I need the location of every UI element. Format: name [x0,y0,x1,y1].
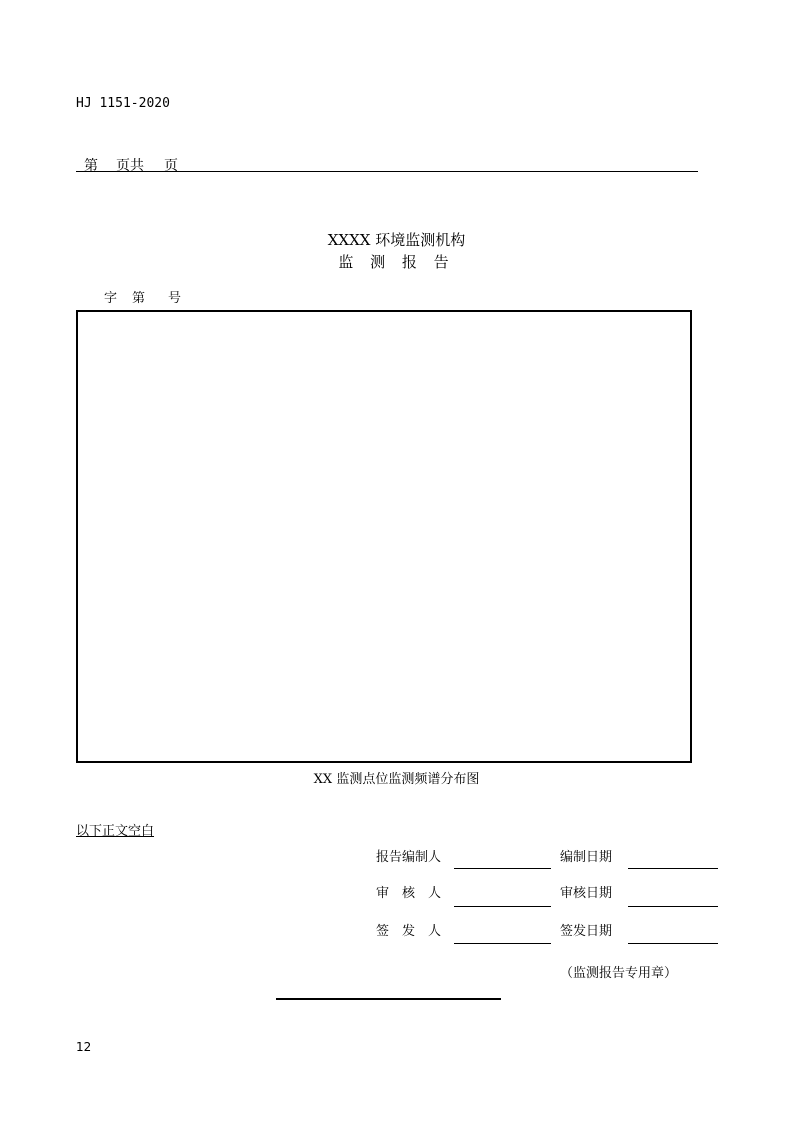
number-di: 第 [132,291,146,306]
signature-label-compiler: 报告编制人 [376,850,442,865]
page-mid: 页共 [116,158,144,174]
figure-caption: XX 监测点位监测频谱分布图 [313,772,480,787]
signature-label-issuer: 签 发 人 [376,924,442,939]
signature-line-issuer[interactable] [454,943,551,944]
institution-title: XXXX 环境监测机构 [327,231,466,249]
date-line-issue[interactable] [628,943,718,944]
page-suffix: 页 [164,158,178,174]
page-number: 12 [76,1040,92,1054]
signature-label-reviewer: 审 核 人 [376,886,442,901]
date-label-issue: 签发日期 [560,924,613,939]
date-label-compile: 编制日期 [560,850,613,865]
seal-note: （监测报告专用章） [560,966,678,981]
signature-line-compiler[interactable] [454,868,551,869]
signature-line-reviewer[interactable] [454,906,551,907]
date-line-review[interactable] [628,906,718,907]
date-line-compile[interactable] [628,868,718,869]
blank-note: 以下正文空白 [76,824,155,839]
standard-code: HJ 1151-2020 [76,96,170,111]
number-hao: 号 [168,291,182,306]
report-title: 监 测 报 告 [338,253,455,271]
page-count-line [76,155,698,172]
number-zi: 字 [104,291,118,306]
figure-frame [76,310,692,763]
page-prefix: 第 [84,158,98,174]
end-rule [276,998,501,1000]
date-label-review: 审核日期 [560,886,613,901]
